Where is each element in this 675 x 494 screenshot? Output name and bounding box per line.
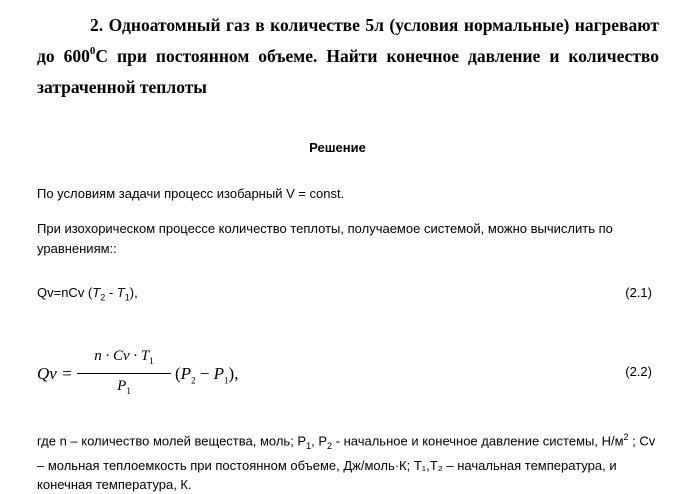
- problem-text-part2: С при постоянном объеме. Найти конечное давление и количество затраченной теплоты: [37, 46, 659, 97]
- eq2-numerator-text: n · Cv · T: [94, 348, 150, 364]
- equation-number-2-1: (2.1): [625, 285, 652, 300]
- p3-c: - начальное и конечное давление системы, Н/м: [332, 433, 624, 449]
- eq2-minus: −: [195, 364, 214, 383]
- eq2-rhs: [175, 364, 238, 385]
- eq2-denominator-text: P: [117, 378, 127, 394]
- equation-number-2-2: (2.2): [625, 364, 652, 379]
- solution-paragraph-2: При изохорическом процессе количество теплоты, получаемое системой, можно вычислить по уравнениям::: [37, 221, 613, 256]
- eq2-p1: P: [213, 364, 225, 383]
- eq1-t2-sub: 2: [100, 292, 106, 303]
- eq2-p2: P: [180, 364, 192, 383]
- eq1-prefix: Qv=nCv (: [37, 285, 93, 300]
- eq1-t1: T: [116, 285, 125, 300]
- problem-text-part1: Одноатомный газ в количестве 5л (условия нормальные) нагревают до 600: [37, 15, 659, 66]
- p3-b: , P: [311, 433, 328, 449]
- eq2-denominator: [77, 376, 171, 401]
- eq2-numerator: [77, 346, 171, 371]
- eq2-open-paren: (: [175, 364, 181, 383]
- solution-paragraph-3: [37, 428, 662, 494]
- eq1-suffix: ),: [129, 285, 138, 300]
- p3-d: ; Cv – мольная теплоемкость при постоянном объеме, Дж/моль·К; Т₁,Т₂ – начальная температура, и конечная температура, К.: [37, 433, 656, 492]
- fraction-bar: [77, 373, 171, 374]
- eq2-denominator-sub: 1: [126, 386, 131, 396]
- eq2-p1-sub: 1: [224, 375, 229, 386]
- p3-a: где n – количество молей вещества, моль; P: [37, 433, 307, 449]
- problem-number: 2.: [90, 15, 104, 35]
- p3-b-sub: 2: [327, 440, 333, 451]
- eq2-numerator-sub: 1: [149, 356, 154, 366]
- equation-2-1: [37, 285, 138, 303]
- eq2-lhs: Qv =: [37, 364, 73, 383]
- solution-heading: Решение: [309, 140, 366, 155]
- solution-paragraph-1: По условиям задачи процесс изобарный V = const.: [37, 186, 345, 201]
- problem-statement: [37, 10, 659, 103]
- p3-a-sub: 1: [306, 440, 312, 451]
- eq2-p2-sub: 2: [191, 375, 196, 386]
- eq2-close-paren: ),: [228, 364, 239, 383]
- degree-superscript: 0: [89, 45, 96, 58]
- eq1-t2: T: [92, 285, 101, 300]
- p3-c-sup: 2: [623, 432, 629, 442]
- eq1-minus: -: [105, 285, 117, 300]
- eq1-t1-sub: 1: [124, 292, 130, 303]
- eq2-fraction: [77, 346, 171, 401]
